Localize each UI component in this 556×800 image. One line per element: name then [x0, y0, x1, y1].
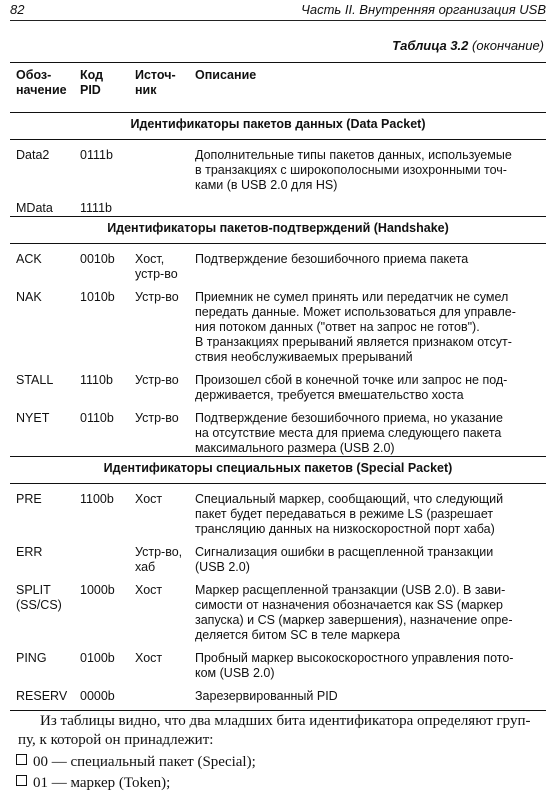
description-line: максимального размера (USB 2.0)	[195, 441, 395, 455]
description-line: Зарезервированный PID	[195, 689, 338, 703]
cell-source	[135, 140, 195, 194]
section-title: Идентификаторы пакетов данных (Data Packet)	[10, 113, 546, 140]
table-row	[10, 282, 546, 365]
cell-pid: 1010b	[80, 290, 115, 304]
cell-pid: 1110b	[80, 373, 113, 387]
cell-pid: 0010b	[80, 252, 115, 266]
body-paragraph: Из таблицы видно, что два младших бита идентификатора определяют груп-пу, к которой он принадлежит:	[18, 713, 531, 748]
table-caption-suffix: (окончание)	[472, 38, 544, 53]
cell-source: Хост	[135, 492, 163, 506]
cell-source: Хост, устр-во	[135, 252, 178, 281]
cell-description	[195, 643, 546, 681]
cell-source: Устр-во	[135, 290, 179, 304]
description-line: запуска) и CS (маркер завершения), назначение опре-	[195, 613, 513, 627]
cell-description	[195, 484, 546, 538]
col-header-source: Источ- ник	[135, 63, 195, 113]
cell-description	[195, 140, 546, 194]
description-line: Сигнализация ошибки в расщепленной транзакции	[195, 545, 494, 559]
cell-designation: SPLIT (SS/CS)	[16, 583, 62, 612]
cell-source	[135, 681, 195, 711]
page-number: 82	[10, 2, 25, 17]
table-header-row	[10, 63, 546, 113]
list-item: 01 — маркер (Token);	[16, 775, 170, 792]
description-line: пакет будет передаваться в режиме LS (разрешает	[195, 507, 494, 521]
description-line: симости от назначения обозначается как SS (маркер	[195, 598, 503, 612]
table-row	[10, 193, 546, 217]
table-row	[10, 484, 546, 538]
cell-designation: STALL	[16, 373, 54, 387]
checkbox-bullet-icon	[16, 775, 27, 786]
description-line: Специальный маркер, сообщающий, что следующий	[195, 492, 504, 506]
table-row	[10, 365, 546, 403]
table-row	[10, 244, 546, 283]
description-line: в транзакциях с широкополосными изохронными точ-	[195, 163, 507, 177]
cell-pid: 1100b	[80, 492, 114, 506]
description-line: Произошел сбой в конечной точке или запрос не под-	[195, 373, 508, 387]
cell-source: Хост	[135, 583, 163, 597]
description-line: передать данные. Может использоваться для управле-	[195, 305, 516, 319]
cell-source: Устр-во	[135, 373, 179, 387]
cell-pid: 0100b	[80, 651, 115, 665]
cell-designation: PRE	[16, 492, 42, 506]
description-line: трансляцию данных на низкоскоростной порт хаба)	[195, 522, 495, 536]
cell-designation: Data2	[16, 148, 50, 162]
section-header-row	[10, 217, 546, 244]
description-line: Пробный маркер высокоскоростного управления пото-	[195, 651, 514, 665]
cell-designation: RESERV	[10, 681, 80, 711]
col-header-designation: Обоз- начение	[10, 63, 80, 113]
section-header-row	[10, 113, 546, 140]
cell-description	[195, 244, 546, 283]
description-line: В транзакциях прерываний является признаком отсут-	[195, 335, 512, 349]
cell-designation: MData	[16, 201, 53, 215]
cell-pid: 0110b	[80, 411, 114, 425]
cell-description	[195, 193, 546, 217]
col-header-description: Описание	[195, 63, 546, 113]
col-header-pid: Код PID	[80, 63, 135, 113]
cell-description	[195, 681, 546, 711]
checkbox-bullet-icon	[16, 754, 27, 765]
cell-pid: 0111b	[80, 148, 113, 162]
cell-pid: 0000b	[80, 681, 135, 711]
description-line: ния потоком данных ("ответ на запрос не готов").	[195, 320, 480, 334]
list-item: 00 — специальный пакет (Special);	[16, 754, 256, 771]
description-line: Подтверждение безошибочного приема, но указание	[195, 411, 503, 425]
cell-description	[195, 403, 546, 457]
table-row	[10, 575, 546, 643]
table-body	[10, 113, 546, 711]
description-line: ками (в USB 2.0 для HS)	[195, 178, 338, 192]
table-caption-label: Таблица 3.2	[392, 38, 469, 53]
cell-description	[195, 537, 546, 575]
pid-table	[10, 62, 546, 711]
running-header	[10, 0, 546, 21]
description-line: (USB 2.0)	[195, 560, 250, 574]
cell-pid: 1111b	[80, 201, 112, 215]
section-header-row	[10, 457, 546, 484]
table-caption	[392, 38, 544, 53]
cell-designation: PING	[16, 651, 47, 665]
table-row	[10, 537, 546, 575]
cell-description	[195, 365, 546, 403]
description-line: на отсутствие места для приема следующего пакета	[195, 426, 502, 440]
description-line: держивается, требуется вмешательство хоста	[195, 388, 464, 402]
description-line: Приемник не сумел принять или передатчик не сумел	[195, 290, 509, 304]
cell-source: Устр-во, хаб	[135, 545, 183, 574]
table-row	[10, 643, 546, 681]
cell-source: Устр-во	[135, 411, 179, 425]
table-row	[10, 681, 546, 711]
description-line: Подтверждение безошибочного приема пакета	[195, 252, 469, 266]
table-row	[10, 403, 546, 457]
description-line: Дополнительные типы пакетов данных, используемые	[195, 148, 512, 162]
cell-designation: ACK	[16, 252, 42, 266]
cell-designation: NYET	[16, 411, 50, 425]
cell-designation: ERR	[16, 545, 43, 559]
cell-source: Хост	[135, 651, 163, 665]
description-line: деляется битом SC в теле маркера	[195, 628, 401, 642]
cell-description	[195, 575, 546, 643]
cell-source	[135, 193, 195, 217]
description-line: ствия необслуживаемых прерываний	[195, 350, 413, 364]
description-line: Маркер расщепленной транзакции (USB 2.0). В зави-	[195, 583, 506, 597]
cell-designation: NAK	[16, 290, 42, 304]
section-title: Идентификаторы специальных пакетов (Special Packet)	[10, 457, 546, 484]
description-line: ком (USB 2.0)	[195, 666, 275, 680]
running-title: Часть II. Внутренняя организация USB	[301, 2, 546, 17]
cell-description	[195, 282, 546, 365]
section-title: Идентификаторы пакетов-подтверждений (Handshake)	[10, 217, 546, 244]
table-row	[10, 140, 546, 194]
cell-pid	[80, 537, 135, 575]
cell-pid: 1000b	[80, 583, 115, 597]
